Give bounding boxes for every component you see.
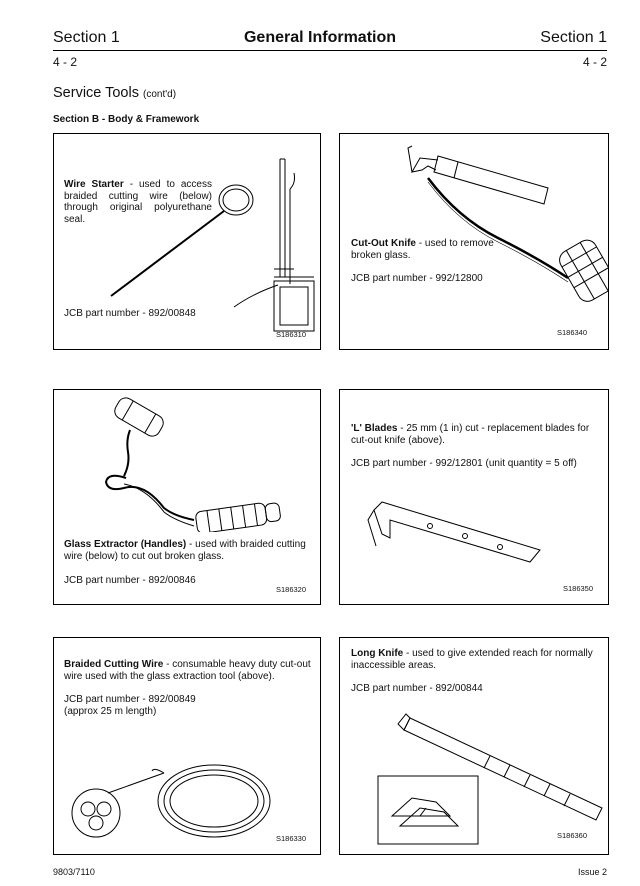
figure-code: S186310 — [276, 330, 307, 339]
tool-description: Glass Extractor (Handles) - used with braided cutting wire (below) to cut out broken glass. — [64, 539, 306, 562]
tool-name: 'L' Blades — [351, 423, 398, 434]
figure-code: S186340 — [557, 328, 588, 337]
header-section-right: Section 1 — [540, 29, 607, 46]
header-title: General Information — [243, 29, 397, 46]
tool-part-number: JCB part number - 892/00849 — [64, 694, 196, 705]
tool-name: Cut-Out Knife — [351, 238, 416, 249]
l-blade-illustration — [360, 490, 560, 570]
tool-name: Braided Cutting Wire — [64, 659, 164, 670]
header-section-left: Section 1 — [53, 29, 120, 46]
tool-part-note: (approx 25 m length) — [64, 706, 157, 717]
tool-name: Glass Extractor (Handles) — [64, 539, 187, 550]
braided-wire-coil-illustration — [64, 753, 284, 851]
tool-box-cut-out-knife — [339, 133, 609, 350]
cut-out-knife-illustration — [398, 138, 608, 313]
page-number-right: 4 - 2 — [582, 55, 607, 69]
tool-part-number: JCB part number - 992/12801 (unit quantity = 5 off) — [351, 458, 577, 469]
tool-box-long-knife — [339, 637, 609, 855]
tool-box-glass-extractor — [53, 389, 321, 605]
tool-part-number: JCB part number - 892/00844 — [351, 683, 483, 694]
tool-box-l-blades — [339, 389, 609, 605]
page-title — [53, 85, 176, 101]
tool-description: Braided Cutting Wire - consumable heavy duty cut-out wire used with the glass extraction tool (above). — [64, 659, 311, 682]
tool-part-number: JCB part number - 992/12800 — [351, 273, 483, 284]
section-subtitle: Section B - Body & Framework — [53, 114, 200, 125]
tool-box-braided-cutting-wire — [53, 637, 321, 855]
tool-part-number: JCB part number - 892/00848 — [64, 308, 196, 319]
tool-description: Wire Starter - used to access braided cutting wire (below) through original polyurethane seal. — [64, 179, 212, 225]
long-knife-illustration — [370, 708, 606, 848]
tool-part-number: JCB part number - 892/00846 — [64, 575, 196, 586]
figure-code: S186360 — [557, 831, 588, 840]
tool-box-wire-starter — [53, 133, 321, 350]
footer-issue: Issue 2 — [577, 867, 607, 877]
tool-description: Cut-Out Knife - used to remove broken glass. — [351, 238, 494, 261]
tool-name: Wire Starter — [64, 179, 124, 190]
footer-document-number: 9803/7110 — [53, 867, 95, 877]
title-suffix: (cont'd) — [143, 89, 177, 100]
glass-extractor-illustration — [84, 392, 314, 532]
page-number-left: 4 - 2 — [53, 55, 78, 69]
figure-code: S186350 — [563, 584, 594, 593]
tool-name: Long Knife — [351, 648, 404, 659]
wire-starter-illustration — [104, 149, 318, 334]
tool-description: 'L' Blades - 25 mm (1 in) cut - replacement blades for cut-out knife (above). — [351, 423, 590, 446]
header-rule — [53, 50, 607, 51]
figure-code: S186320 — [276, 585, 307, 594]
title-text: Service Tools — [53, 85, 139, 101]
figure-code: S186330 — [276, 834, 307, 843]
tool-description: Long Knife - used to give extended reach for normally inaccessible areas. — [351, 648, 593, 671]
